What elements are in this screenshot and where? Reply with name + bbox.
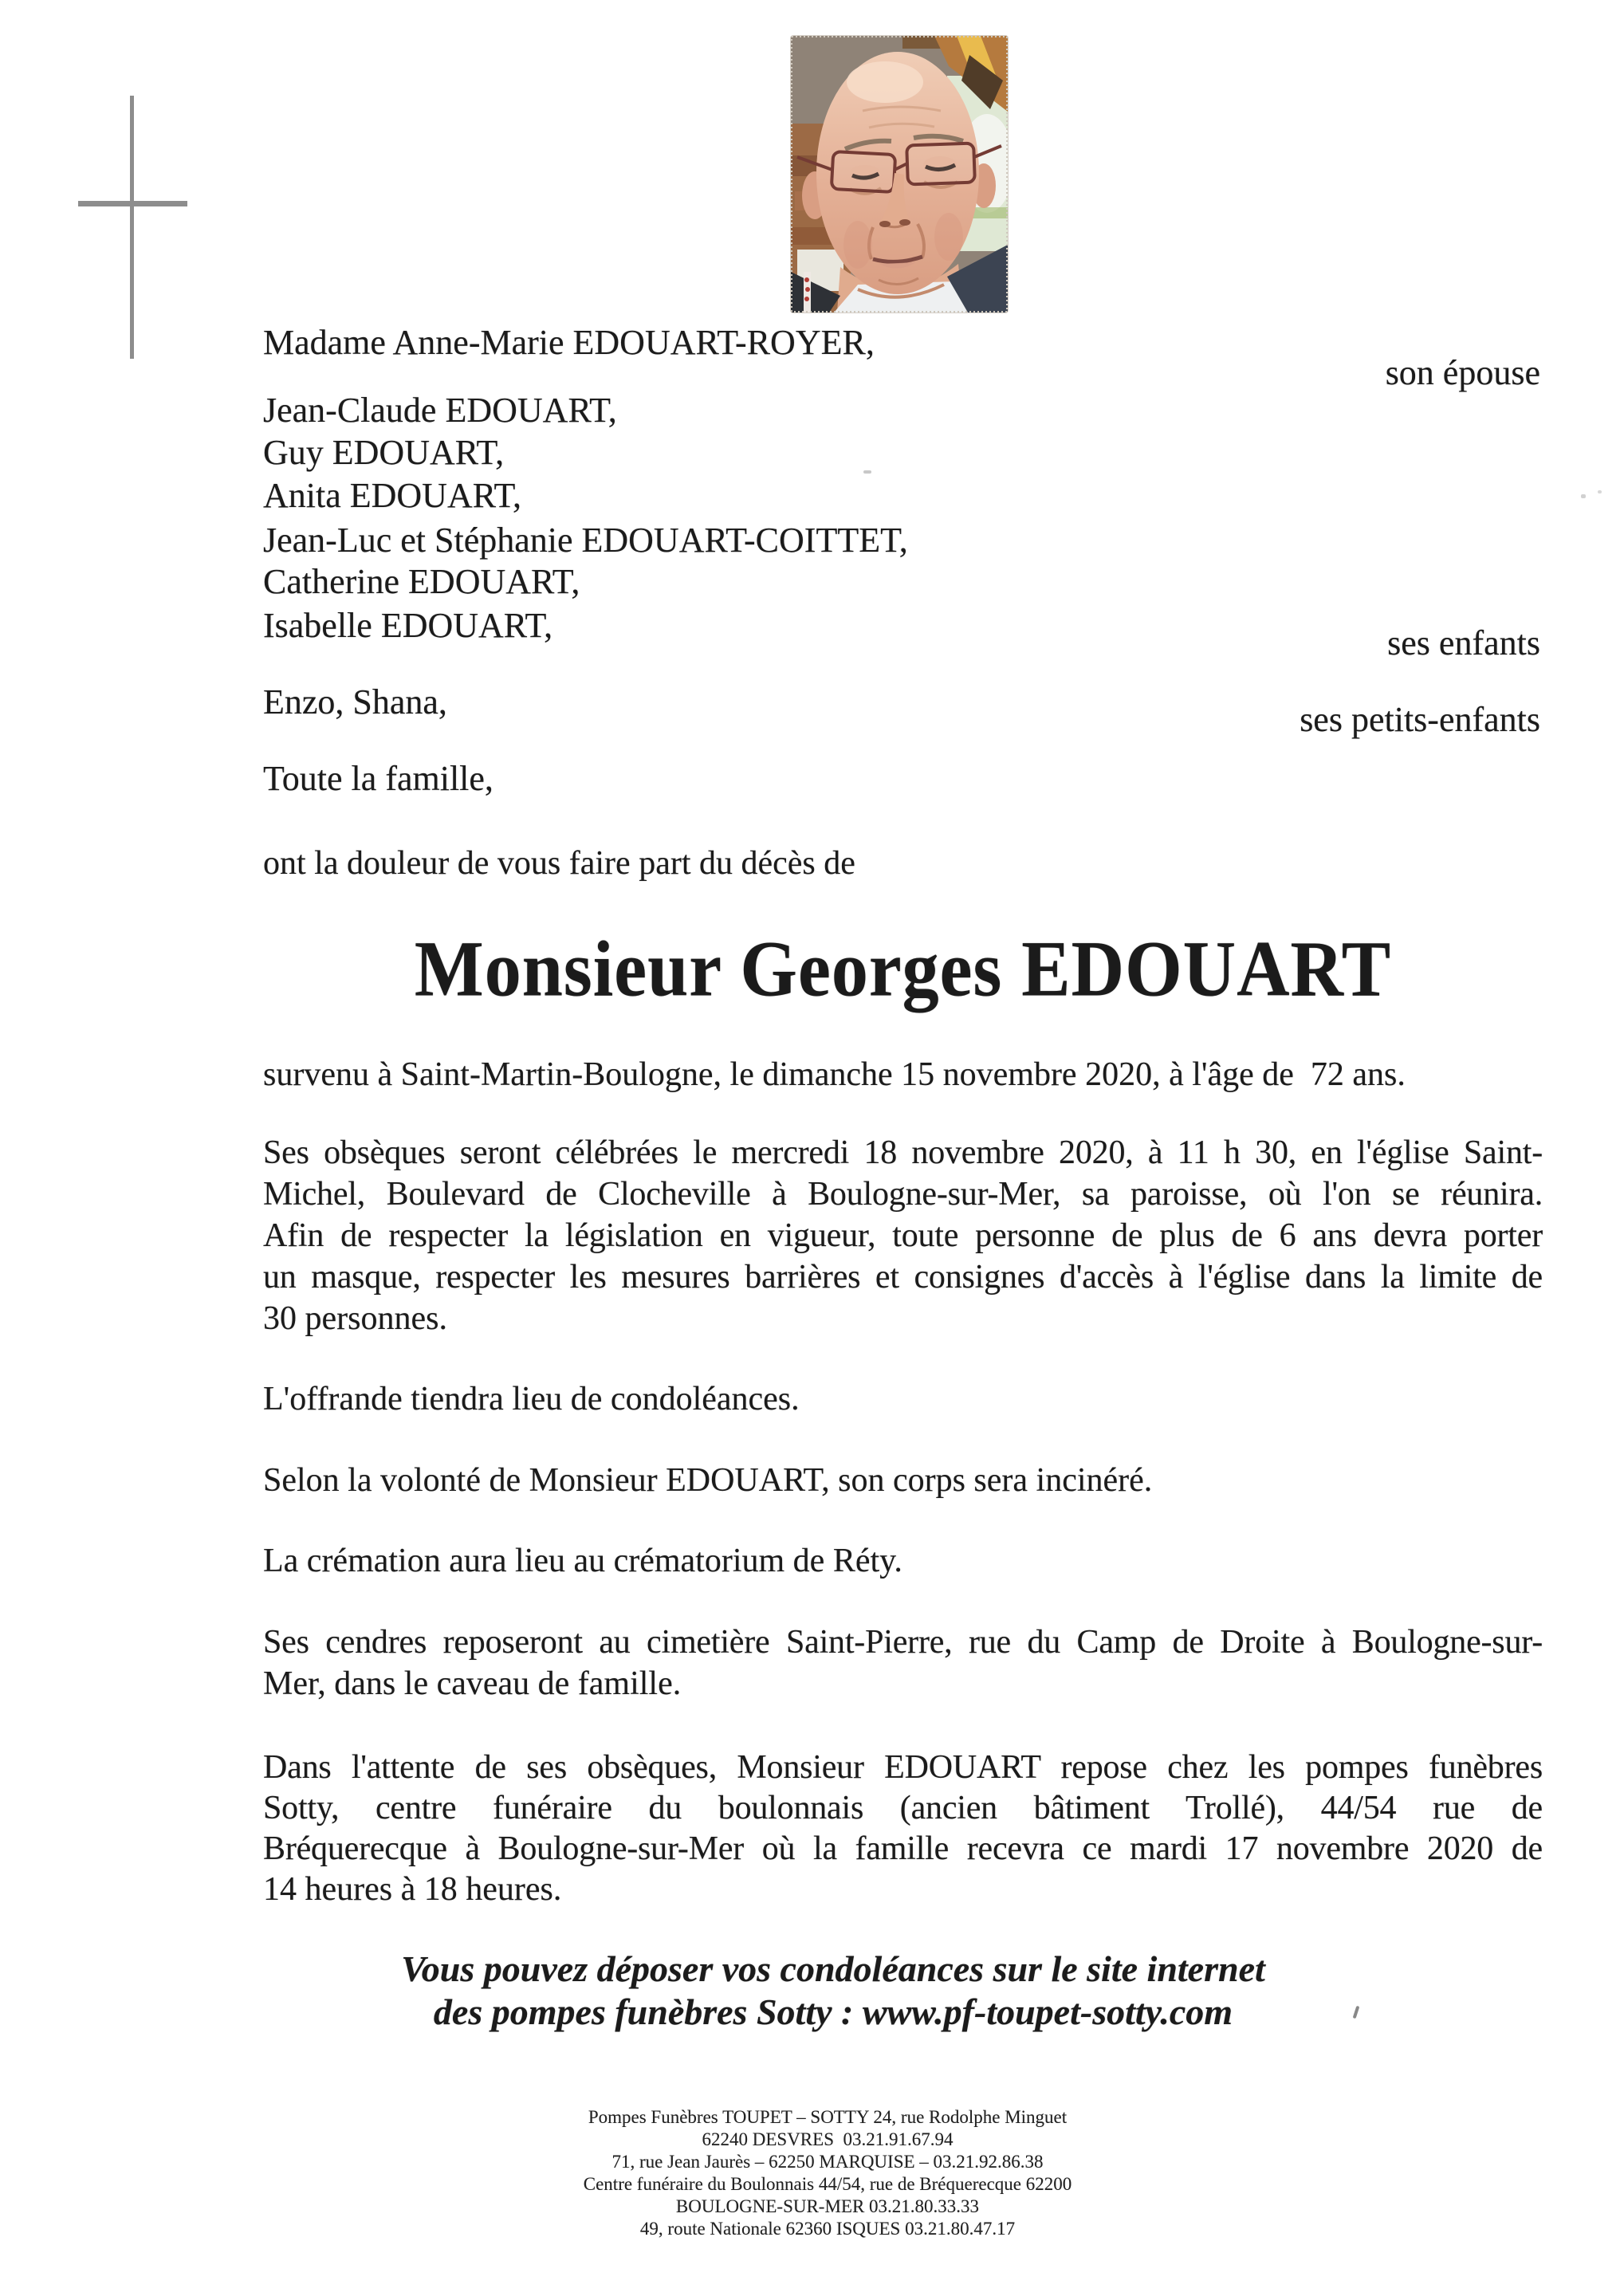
paragraph-line: Afin de respecter la législation en vigueur, toute personne de plus de 6 ans devra porter: [263, 1217, 1543, 1254]
paragraph-line: Michel, Boulevard de Clocheville à Boulogne-sur-Mer, sa paroisse, où l'on se réunira.: [263, 1176, 1543, 1213]
cremation-location-line: La crémation aura lieu au crématorium de Réty.: [263, 1543, 902, 1579]
cross-horizontal-bar: [78, 201, 187, 206]
paragraph-line: un masque, respecter les mesures barrières et consignes d'accès à l'église dans la limite de: [263, 1259, 1543, 1295]
portrait-photo-graphic: [791, 36, 1008, 313]
child-name-line: Anita EDOUART,: [263, 476, 522, 515]
spouse-name-line: Madame Anne-Marie EDOUART-ROYER,: [263, 323, 875, 362]
deceased-name-title: Monsieur Georges EDOUART: [414, 924, 1392, 1013]
footer-line: 49, route Nationale 62360 ISQUES 03.21.80.47.17: [639, 2219, 1016, 2239]
whole-family-line: Toute la famille,: [263, 759, 493, 798]
footer-line: Pompes Funèbres TOUPET – SOTTY 24, rue Rodolphe Minguet: [588, 2107, 1068, 2127]
child-name-line: Jean-Luc et Stéphanie EDOUART-COITTET,: [263, 521, 908, 560]
scan-speck: [863, 470, 871, 474]
paragraph-line: Ses cendres reposeront au cimetière Saint-Pierre, rue du Camp de Droite à Boulogne-sur-: [263, 1624, 1543, 1661]
scan-speck: [1598, 490, 1602, 493]
death-details-line: survenu à Saint-Martin-Boulogne, le dimanche 15 novembre 2020, à l'âge de 72 ans.: [263, 1056, 1406, 1093]
announcement-intro-line: ont la douleur de vous faire part du décès de: [263, 845, 855, 882]
funeral-service-paragraph: [263, 1132, 1543, 1339]
funeral-home-footer: [112, 2106, 1543, 2240]
paragraph-line: Bréquerecque à Boulogne-sur-Mer où la famille recevra ce mardi 17 novembre 2020 de: [263, 1830, 1543, 1867]
child-name-line: Guy EDOUART,: [263, 433, 505, 472]
child-name-line: Isabelle EDOUART,: [263, 606, 553, 645]
scan-speck: [1581, 494, 1586, 498]
cross-vertical-bar: [130, 96, 134, 359]
paragraph-line: Ses obsèques seront célébrées le mercredi 18 novembre 2020, à 11 h 30, en l'église Saint-: [263, 1134, 1543, 1171]
footer-line: 71, rue Jean Jaurès – 62250 MARQUISE – 03.21.92.86.38: [611, 2152, 1044, 2172]
relation-label-spouse: son épouse: [1385, 353, 1540, 392]
footer-line: 62240 DESVRES 03.21.91.67.94: [702, 2129, 954, 2149]
offering-line: L'offrande tiendra lieu de condoléances.: [263, 1381, 800, 1417]
footer-line: Centre funéraire du Boulonnais 44/54, rue de Bréquerecque 62200: [583, 2174, 1072, 2194]
cremation-wish-line: Selon la volonté de Monsieur EDOUART, son corps sera incinéré.: [263, 1462, 1153, 1499]
relation-label-grandchildren: ses petits-enfants: [1300, 700, 1540, 739]
paragraph-line: 14 heures à 18 heures.: [263, 1871, 562, 1908]
condolences-website-line-1: Vous pouvez déposer vos condoléances sur le site internet: [401, 1948, 1265, 1989]
portrait-photo: [791, 36, 1008, 313]
child-name-line: Catherine EDOUART,: [263, 562, 580, 601]
condolences-website-line-2: des pompes funèbres Sotty : www.pf-toupet-sotty.com: [433, 1991, 1233, 2032]
grandchildren-names-line: Enzo, Shana,: [263, 682, 447, 721]
relation-label-children: ses enfants: [1387, 623, 1540, 662]
repose-visiting-paragraph: [263, 1748, 1543, 1910]
child-name-line: Jean-Claude EDOUART,: [263, 391, 617, 430]
footer-line: BOULOGNE-SUR-MER 03.21.80.33.33: [675, 2196, 980, 2216]
paragraph-line: Dans l'attente de ses obsèques, Monsieur EDOUART repose chez les pompes funèbres: [263, 1749, 1543, 1786]
ashes-resting-paragraph: [263, 1622, 1543, 1704]
paragraph-line: Mer, dans le caveau de famille.: [263, 1665, 682, 1702]
paragraph-line: Sotty, centre funéraire du boulonnais (ancien bâtiment Trollé), 44/54 rue de: [263, 1790, 1543, 1826]
paragraph-line: 30 personnes.: [263, 1300, 447, 1337]
